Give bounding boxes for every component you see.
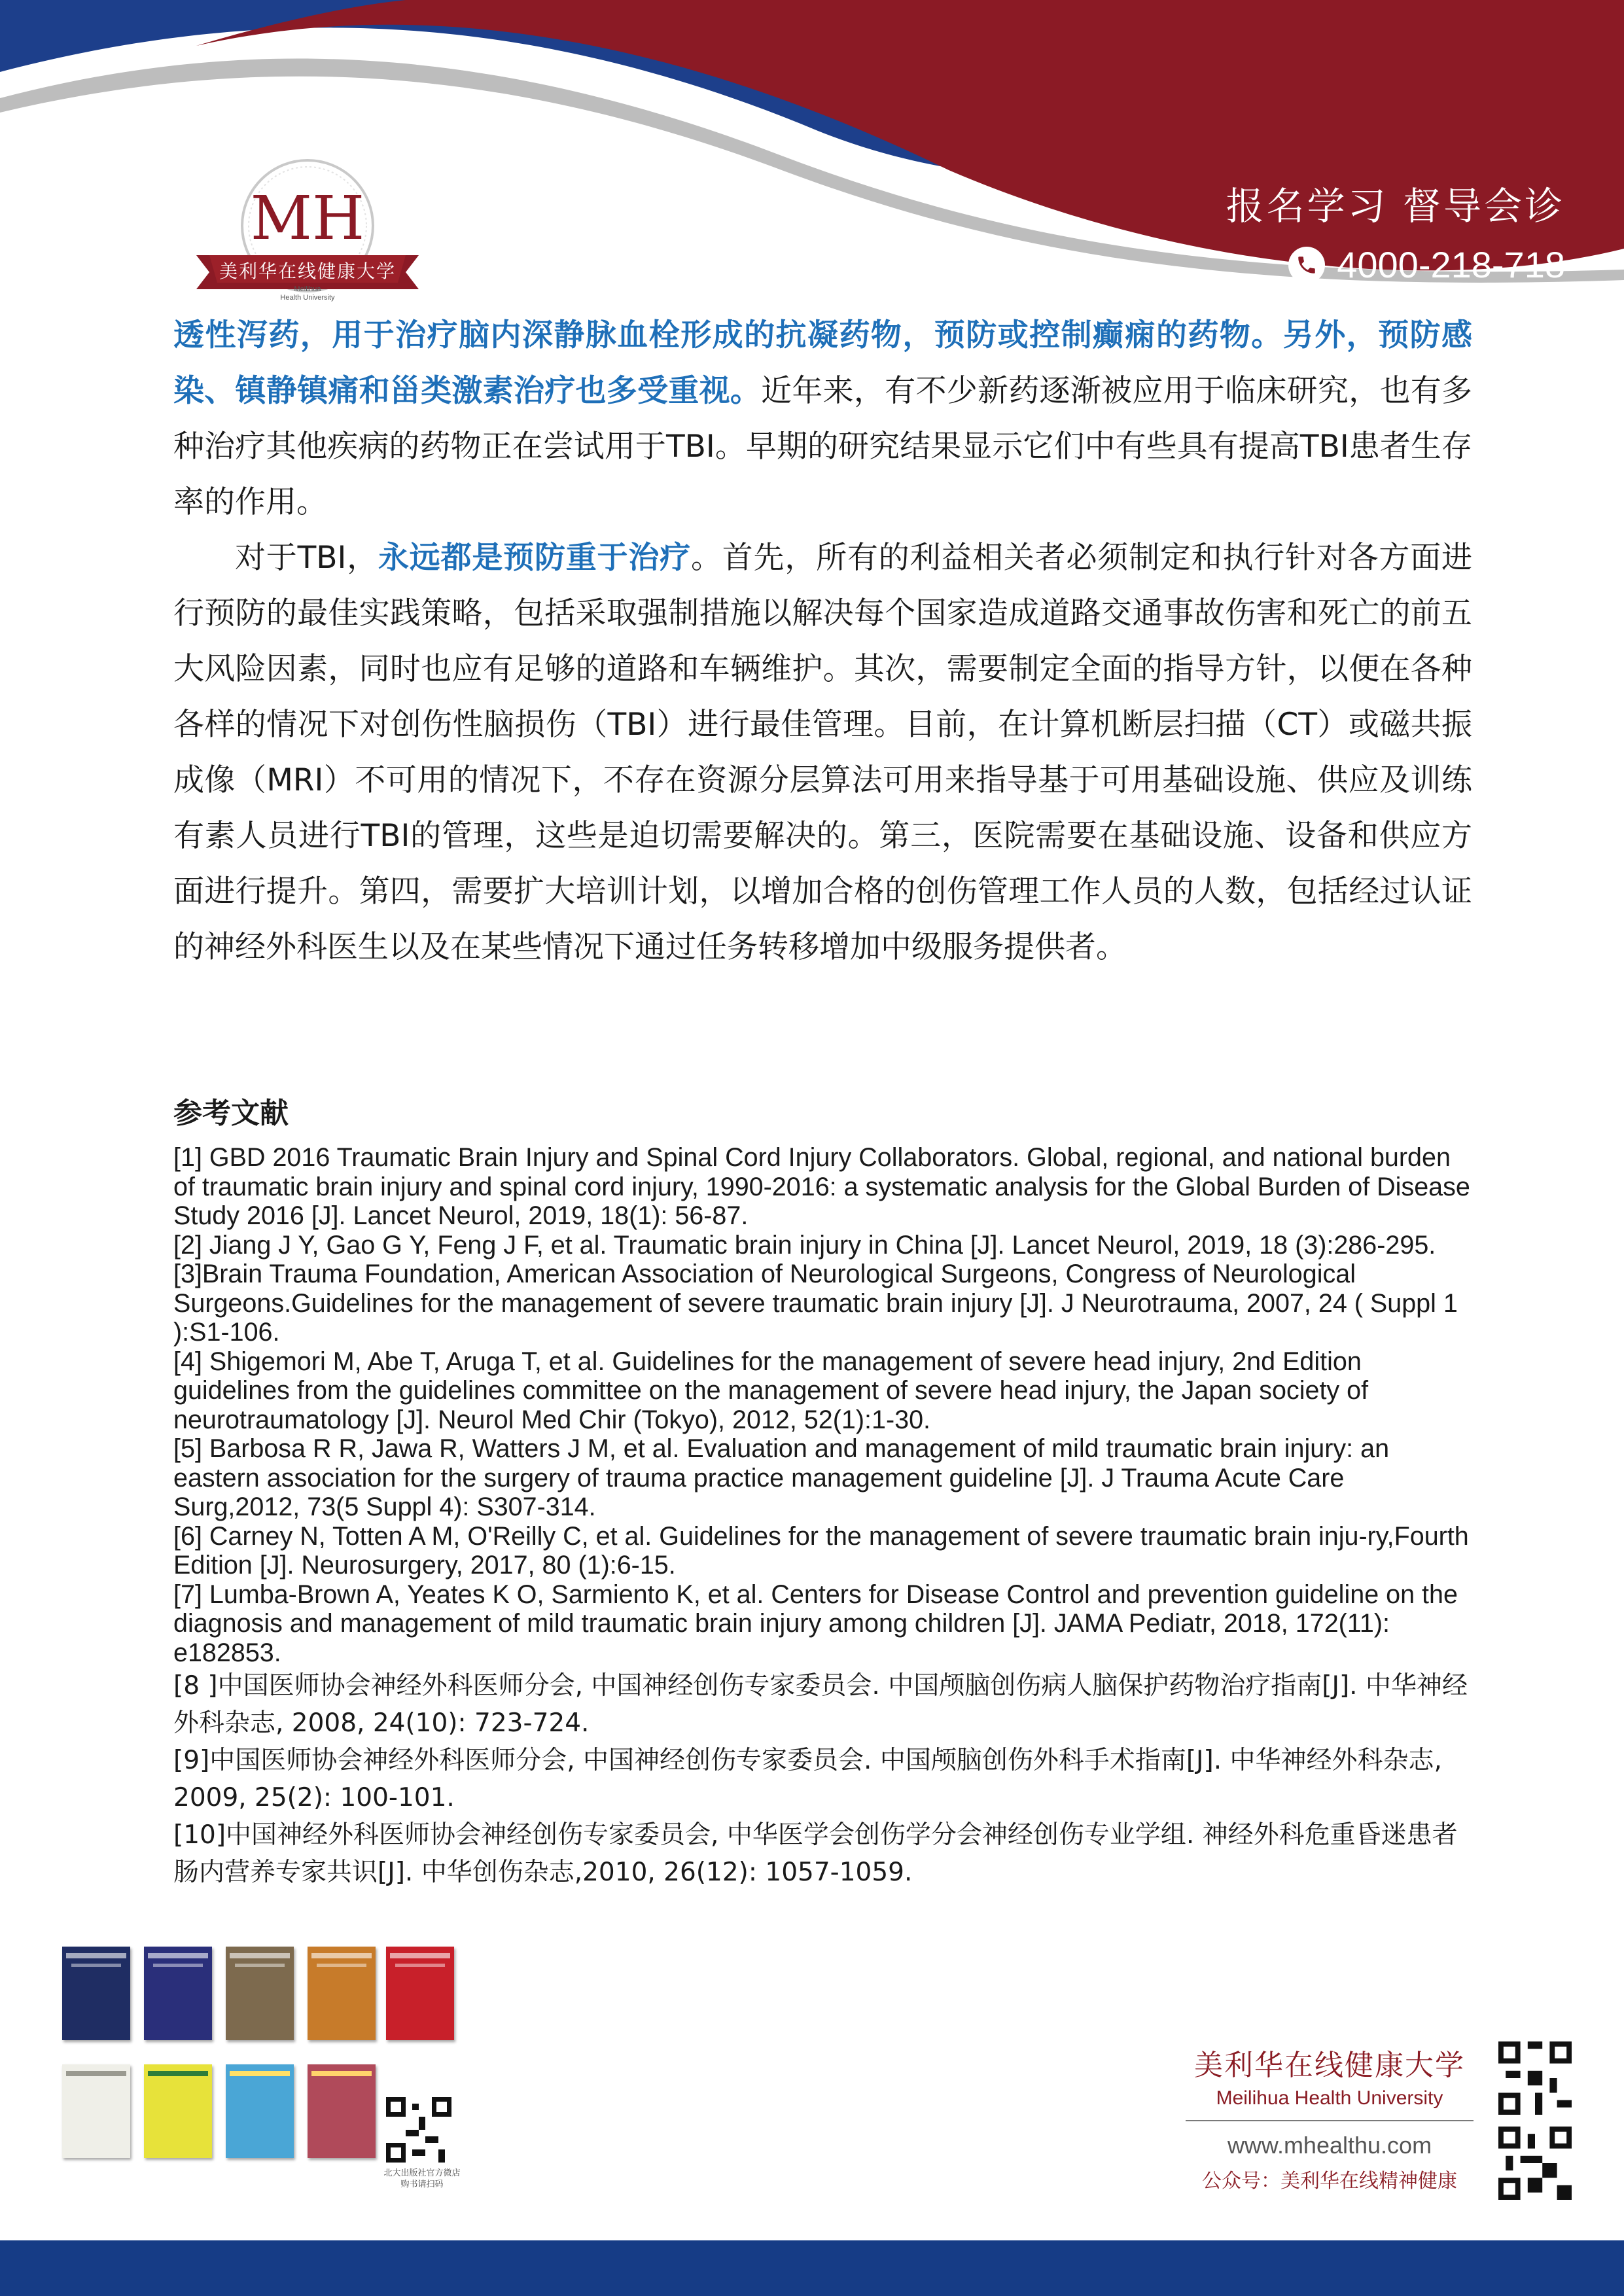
book-cover[interactable] <box>144 1947 212 2040</box>
references-section <box>173 1089 1472 1891</box>
book-cover[interactable] <box>308 2064 376 2158</box>
footer-divider <box>1186 2120 1474 2121</box>
footer-band <box>0 2240 1624 2296</box>
book-cover[interactable] <box>226 2064 294 2158</box>
logo-banner-text: 美利华在线健康大学 <box>219 260 396 282</box>
reference-item: [8 ]中国医师协会神经外科医师分会, 中国神经创伤专家委员会. 中国颅脑创伤病人脑保护药物治疗指南[J]. 中华神经外科杂志, 2008, 24(10): 723-724. <box>173 1671 1468 1738</box>
logo-sub-line-1: Meilihua <box>294 285 321 293</box>
paragraph-1-text: 近年来，有不少新药逐渐被应用于临床研究，也有多种治疗其他疾病的药物正在尝试用于TBI。早期的研究结果显示它们中有些具有提高TBI患者生存率的作用。 <box>173 373 1473 520</box>
book-cover[interactable] <box>386 1947 454 2040</box>
paragraph-2 <box>173 530 1472 975</box>
bookstore-qr-caption <box>370 2168 474 2190</box>
footer-brand-cn: 美利华在线健康大学 <box>1194 2049 1465 2082</box>
logo-monogram: MH <box>250 183 365 253</box>
qr-caption-line-2: 购书请扫码 <box>400 2180 444 2189</box>
footer-brand <box>1179 2041 1480 2193</box>
phone-number: 4000-218-718 <box>1337 244 1565 285</box>
book-cover[interactable] <box>144 2064 212 2158</box>
book-cover[interactable] <box>226 1947 294 2040</box>
paragraph-1-highlight: 透性泻药，用于治疗脑内深静脉血栓形成的抗凝药物，预防或控制癫痫的药物。另外，预防感染、镇静镇痛和甾类激素治疗也多受重视。 <box>173 317 1472 409</box>
footer-brand-en: Meilihua Health University <box>1216 2087 1443 2109</box>
phone-icon <box>1288 247 1325 283</box>
reference-item: [4] Shigemori M, Abe T, Aruga T, et al. Guidelines for the management of severe head injury, 2nd Edition guidelines from the guidelines committee on the management of severe head injury, the Japan society of neurotraumatology [J]. Neurol Med Chir (Tokyo), 2012, 52(1):1-30. <box>173 1347 1369 1434</box>
book-cover[interactable] <box>62 1947 130 2040</box>
book-covers-promo <box>62 1947 474 2195</box>
book-cover[interactable] <box>308 1947 376 2040</box>
footer-wechat-account: 公众号：美利华在线精神健康 <box>1202 2170 1457 2193</box>
bookstore-qr-code[interactable] <box>386 2097 451 2163</box>
university-logo <box>190 157 425 308</box>
paragraph-1 <box>173 308 1472 530</box>
book-cover[interactable] <box>62 2064 130 2158</box>
reference-item: [9]中国医师协会神经外科医师分会, 中国神经创伤专家委员会. 中国颅脑创伤外科手术指南[J]. 中华神经外科杂志, 2009, 25(2): 100-101. <box>173 1746 1442 1812</box>
header-contact <box>1226 175 1565 286</box>
wechat-qr-code[interactable] <box>1498 2127 1572 2200</box>
header-phone <box>1226 243 1565 286</box>
reference-item: [1] GBD 2016 Traumatic Brain Injury and Spinal Cord Injury Collaborators. Global, regional, and national burden of traumatic brain injury and spinal cord injury, 1990-2016: a systematic analysis for the Global Burden of Disease Study 2016 [J]. Lancet Neurol, 2019, 18(1): 56-87. <box>173 1143 1470 1230</box>
reference-item: [6] Carney N, Totten A M, O'Reilly C, et al. Guidelines for the management of severe traumatic brain inju-ry,Fourth Edition [J]. Neurosurgery, 2017, 80 (1):6-15. <box>173 1521 1469 1580</box>
reference-item: [2] Jiang J Y, Gao G Y, Feng J F, et al. Traumatic brain injury in China [J]. Lancet Neurol, 2019, 18 (3):286-295. <box>173 1230 1436 1260</box>
logo-sub-text <box>190 285 425 302</box>
footer-website-link[interactable]: www.mhealthu.com <box>1227 2132 1432 2159</box>
paragraph-2-text: 。首先，所有的利益相关者必须制定和执行针对各方面进行预防的最佳实践策略，包括采取强制措施以解决每个国家造成道路交通事故伤害和死亡的前五大风险因素，同时也应有足够的道路和车辆维护。其次，需要制定全面的指导方针，以便在各种各样的情况下对创伤性脑损伤（TBI）进行最佳管理。目前，在计算机断层扫描（CT）或磁共振成像（MRI）不可用的情况下，不存在资源分层算法可用来指导基于可用基础设施、供应及训练有素人员进行TBI的管理，这些是迫切需要解决的。第三，医院需要在基础设施、设备和供应方面进行提升。第四，需要扩大培训计划，以增加合格的创伤管理工作人员的人数，包括经过认证的神经外科医生以及在某些情况下通过任务转移增加中级服务提供者。 <box>173 540 1473 965</box>
reference-item: [5] Barbosa R R, Jawa R, Watters J M, et al. Evaluation and management of mild traumatic brain injury: an eastern association for the surgery of trauma practice management guideline [J]. J Trauma Acute Care Surg,2012, 73(5 Suppl 4): S307-314. <box>173 1434 1390 1521</box>
logo-sub-line-2: Health University <box>280 294 335 302</box>
reference-item: [10]中国神经外科医师协会神经创伤专家委员会, 中华医学会创伤学分会神经创伤专业学组. 神经外科危重昏迷患者肠内营养专家共识[J]. 中华创伤杂志,2010, 26(12): 1057-1059. <box>173 1820 1458 1887</box>
website-qr-code[interactable] <box>1498 2041 1572 2115</box>
references-heading: 参考文献 <box>173 1097 289 1130</box>
paragraph-2-lead: 对于TBI， <box>235 540 378 576</box>
article-body <box>173 308 1472 975</box>
reference-item: [3]Brain Trauma Foundation, American Association of Neurological Surgeons, Congress of Neurological Surgeons.Guidelines for the management of severe traumatic brain injury [J]. J Neurotrauma, 2007, 24 ( Suppl 1 ):S1-106. <box>173 1260 1458 1347</box>
reference-item: [7] Lumba-Brown A, Yeates K O, Sarmiento K, et al. Centers for Disease Control and prevention guideline on the diagnosis and management of mild traumatic brain injury among children [J]. JAMA Pediatr, 2018, 172(11): e182853. <box>173 1580 1458 1667</box>
header-slogan: 报名学习 督导会诊 <box>1226 184 1565 228</box>
qr-caption-line-1: 北大出版社官方微店 <box>383 2168 461 2178</box>
paragraph-2-highlight: 永远都是预防重于治疗 <box>378 540 691 576</box>
